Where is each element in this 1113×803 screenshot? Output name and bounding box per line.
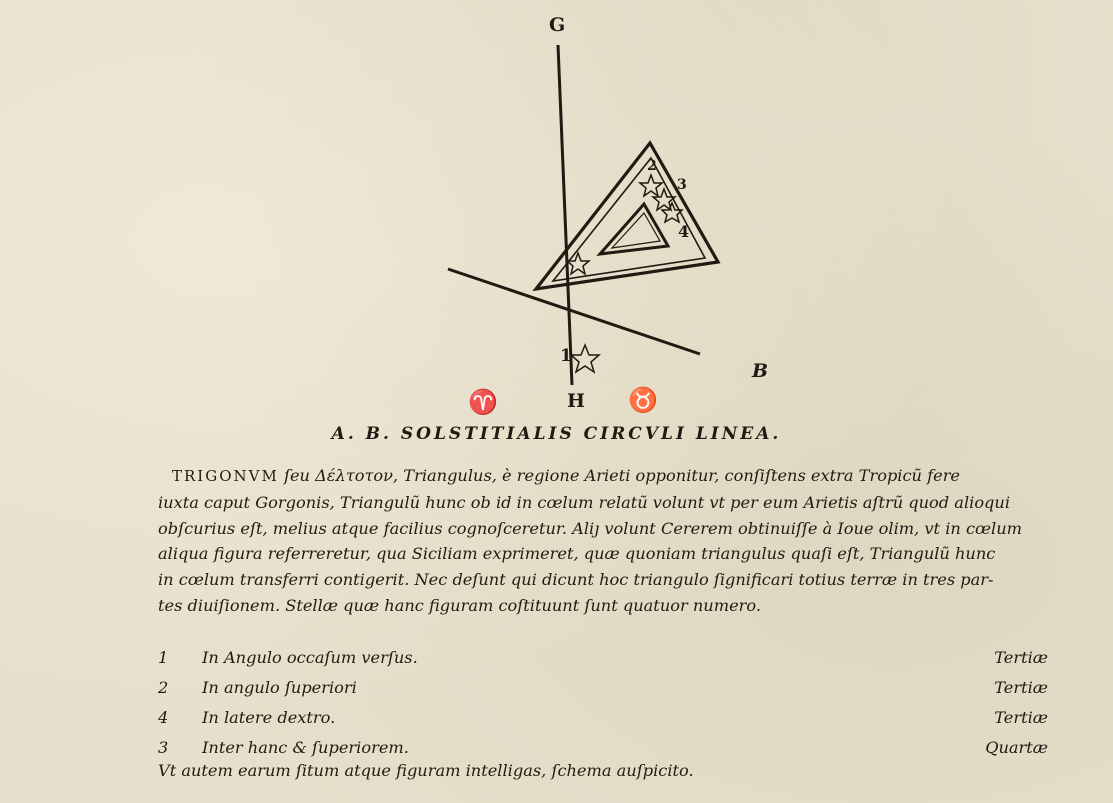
star-number: 4 [158,708,169,727]
label-star-2: 2 [647,158,657,174]
closing-line: Vt autem earum ſitum atque figuram intelligas, ſchema auſpicito. [158,761,694,780]
text-line [158,463,1048,490]
star-row [158,734,1048,764]
star-number: 3 [158,738,169,757]
star-magnitude: Tertiæ [994,708,1048,727]
vertical-line-gh [558,45,572,385]
star-description: In angulo ſuperiori [202,678,357,697]
label-g: G [549,14,566,36]
label-star-1: 1 [560,346,572,366]
star-magnitude: Tertiæ [994,678,1048,697]
label-h: H [567,390,585,412]
text-line: aliqua figura referreretur, qua Siciliam exprimeret, quæ quoniam triangulus quaſi eſt, Triangulũ hunc [158,544,996,564]
label-b: B [752,360,769,382]
figure-caption: A. B. SOLSTITIALIS CIRCVLI LINEA. [331,424,782,444]
text-line: tes diuiſionem. Stellæ quæ hanc figuram coſtituunt ſunt quatuor numero. [158,595,761,615]
taurus-symbol: ♉ [628,386,658,414]
star-number: 2 [158,678,169,697]
label-star-4: 4 [678,222,690,241]
text-line: in cœlum transferri contigerit. Nec deſunt qui dicunt hoc triangulo ſignificari totius terræ in tres par- [158,570,994,590]
star-row [158,674,1048,704]
aries-symbol: ♈ [468,388,498,416]
star-description: Inter hanc & ſuperiorem. [202,738,409,757]
label-star-3: 3 [677,177,687,193]
star-magnitude: Tertiæ [994,648,1048,667]
lead-word: TRIGONVM [172,467,279,485]
body-paragraph [158,463,1048,619]
text-span: ſeu Δέλτοτον, Triangulus, è regione Arieti opponitur, conſiſtens extra Tropicũ fere [278,466,961,485]
star-list [158,644,1048,764]
star-number: 1 [158,648,169,667]
inner-triangle [600,204,668,254]
text-line: iuxta caput Gorgonis, Triangulũ hunc ob id in cœlum relatũ volunt vt per eum Arietis aſtrũ quod alioqui [158,492,1011,512]
text-line: obſcurius eſt, melius atque facilius cognoſceretur. Aliȷ volunt Cererem obtinuiſſe à Ioue olim, vt in cœlum [158,518,1022,538]
star-description: In latere dextro. [202,708,336,727]
star-row [158,704,1048,734]
star-magnitude: Quartæ [985,738,1048,757]
star-description: In Angulo occaſum verſus. [202,648,418,667]
star-row [158,644,1048,674]
